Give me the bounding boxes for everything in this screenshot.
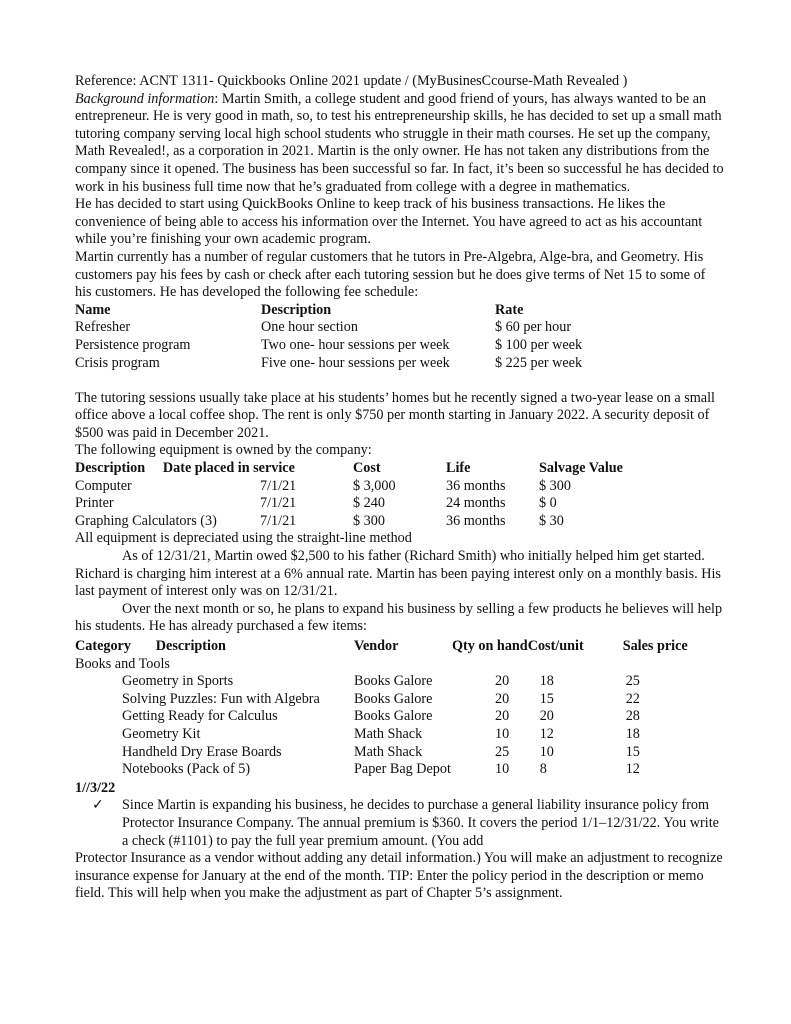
item-description: Geometry Kit (122, 725, 201, 742)
equipment-cost: $ 3,000 (353, 477, 396, 494)
item-row (75, 761, 703, 779)
fee-description: Two one- hour sessions per week (261, 336, 450, 353)
item-qty: 25 (495, 743, 510, 760)
equipment-date: 7/1/21 (260, 477, 297, 494)
item-description: Solving Puzzles: Fun with Algebra (122, 690, 320, 707)
item-qty: 20 (495, 690, 510, 707)
task-text: Since Martin is expanding his business, he decides to purchase a general liability insurance policy from Protector Insurance Company. The annual premium is $360. It covers the period 1/1–12/31/22. You write a check (#1101) to pay the full year premium amount. (You add (122, 797, 719, 849)
fee-schedule-table (75, 302, 645, 372)
fee-rate: $ 100 per week (495, 336, 583, 353)
fee-header-rate: Rate (495, 301, 524, 318)
equipment-header-description: Description Date placed in service (75, 460, 295, 477)
items-header-description: Description (155, 638, 226, 654)
equipment-header-row (75, 460, 649, 478)
fee-description: Five one- hour sessions per week (261, 354, 450, 371)
items-category-row (75, 656, 703, 674)
item-description: Notebooks (Pack of 5) (122, 761, 251, 778)
item-price: 18 (625, 725, 640, 742)
equipment-row (75, 513, 649, 531)
equipment-salvage: $ 30 (539, 512, 564, 529)
date-heading: 1//3/22 (75, 779, 116, 796)
item-vendor: Math Shack (354, 743, 423, 760)
item-cost: 15 (539, 690, 554, 707)
reference-line: Reference: ACNT 1311- Quickbooks Online 2021 update / (MyBusinesCcourse-Math Revealed ) (75, 73, 628, 89)
fee-name: Persistence program (75, 336, 191, 353)
fee-name: Refresher (75, 319, 131, 336)
equipment-date: 7/1/21 (260, 495, 297, 512)
background-text: : Martin Smith, a college student and good friend of yours, has always wanted to be an entrepreneur. He is very good in math, so, to test his entrepreneurship skills, he has decided to set up a small math tutoring company serving local high school students who struggle in their math courses. He set up the company, Math Revealed!, as a corporation in 2021. Martin is the only owner. He has not taken any distributions from the company since it opened. The business has been successful so far. In fact, it’s been so successful he has decided to work in his business full time now that he’s graduated from college with a degree in mathematics. (75, 90, 724, 195)
spacer (75, 372, 725, 390)
lease-paragraph: The tutoring sessions usually take place at his students’ homes but he recently signed a two-year lease on a small office above a local coffee shop. The rent is only $750 per month starting in January 2022. A security deposit of $500 was paid in December 2021. (75, 389, 715, 441)
item-row (75, 708, 703, 726)
items-header-qty: Qty on hand (452, 638, 528, 654)
item-cost: 8 (539, 761, 547, 778)
items-header-vendor: Vendor (354, 638, 399, 654)
equipment-salvage: $ 0 (539, 495, 557, 512)
fee-row (75, 337, 645, 355)
products-paragraph: Over the next month or so, he plans to expand his business by selling a few products he believes will help his students. He has already purchased a few items: (75, 600, 723, 635)
equipment-description: Graphing Calculators (3) (75, 512, 217, 529)
item-vendor: Books Galore (354, 673, 433, 690)
task-continuation: Protector Insurance as a vendor without adding any detail information.) You will make an adjustment to recognize insurance expense for January at the end of the month. TIP: Enter the policy period in the description or memo field. This will help when you make the adjustment as part of Chapter 5’s assignment. (75, 850, 723, 902)
item-price: 28 (625, 708, 640, 725)
equipment-header-life: Life (446, 460, 471, 477)
item-vendor: Books Galore (354, 690, 433, 707)
equipment-salvage: $ 300 (539, 477, 571, 494)
equipment-description: Printer (75, 495, 114, 512)
fee-rate: $ 225 per week (495, 354, 583, 371)
fee-header-description: Description (261, 301, 332, 318)
item-price: 15 (625, 743, 640, 760)
item-price: 12 (625, 761, 640, 778)
checkmark-icon: ✓ (92, 797, 104, 814)
item-qty: 20 (495, 708, 510, 725)
background-label: Background information (75, 90, 215, 107)
equipment-life: 36 months (446, 512, 506, 529)
item-cost: 12 (539, 725, 554, 742)
item-vendor: Math Shack (354, 725, 423, 742)
quickbooks-paragraph: He has decided to start using QuickBooks Online to keep track of his business transactions. He likes the convenience of being able to access his information over the Internet. You have agreed to act as his accountant while you’re finishing your own academic program. (75, 196, 703, 248)
fee-row (75, 355, 645, 373)
item-vendor: Books Galore (354, 708, 433, 725)
items-table (75, 638, 703, 779)
item-cost: 10 (539, 743, 554, 760)
item-vendor: Paper Bag Depot (354, 761, 451, 778)
equipment-row (75, 478, 649, 496)
loan-paragraph: As of 12/31/21, Martin owed $2,500 to his father (Richard Smith) who initially helped him get started. Richard is charging him interest at a 6% annual rate. Martin has been paying interest only on a monthly basis. His last payment of interest only was on 12/31/21. (75, 548, 721, 600)
items-header-category: Category Description (75, 638, 226, 654)
item-qty: 20 (495, 673, 510, 690)
fee-header-row (75, 302, 645, 320)
items-header-row (75, 638, 703, 656)
items-header-cost: Cost/unit (527, 638, 584, 654)
fee-header-name: Name (75, 301, 111, 318)
item-cost: 18 (539, 673, 554, 690)
equipment-header-date: Date placed in service (162, 460, 295, 477)
equipment-row (75, 495, 649, 513)
equipment-table (75, 460, 649, 530)
fee-row (75, 319, 645, 337)
item-price: 22 (625, 690, 640, 707)
item-description: Handheld Dry Erase Boards (122, 743, 282, 760)
task-item (75, 797, 725, 850)
document-page (75, 73, 725, 903)
fee-rate: $ 60 per hour (495, 319, 572, 336)
item-qty: 10 (495, 761, 510, 778)
fee-description: One hour section (261, 319, 358, 336)
item-row (75, 691, 703, 709)
item-qty: 10 (495, 725, 510, 742)
item-cost: 20 (539, 708, 554, 725)
item-description: Geometry in Sports (122, 673, 234, 690)
customers-paragraph: Martin currently has a number of regular customers that he tutors in Pre-Algebra, Alge-bra, and Geometry. His customers pay his fees by cash or check after each tutoring session but he does give terms of Net 15 to some of his customers. He has developed the following fee schedule: (75, 248, 706, 301)
equipment-cost: $ 300 (353, 512, 385, 529)
equipment-description: Computer (75, 477, 132, 494)
equipment-date: 7/1/21 (260, 512, 297, 529)
equipment-cost: $ 240 (353, 495, 385, 512)
equipment-life: 36 months (446, 477, 506, 494)
background-paragraph (75, 91, 725, 197)
equipment-life: 24 months (446, 495, 506, 512)
fee-name: Crisis program (75, 354, 160, 371)
equipment-header-cost: Cost (353, 460, 381, 477)
equipment-intro: The following equipment is owned by the company: (75, 442, 372, 459)
equipment-header-salvage: Salvage Value (539, 460, 623, 477)
item-row (75, 744, 703, 762)
item-price: 25 (625, 673, 640, 690)
item-row (75, 726, 703, 744)
items-header-price: Sales price (622, 638, 688, 654)
item-description: Getting Ready for Calculus (122, 708, 278, 725)
item-row (75, 673, 703, 691)
items-category: Books and Tools (75, 655, 170, 672)
depreciation-note: All equipment is depreciated using the straight-line method (75, 530, 412, 547)
